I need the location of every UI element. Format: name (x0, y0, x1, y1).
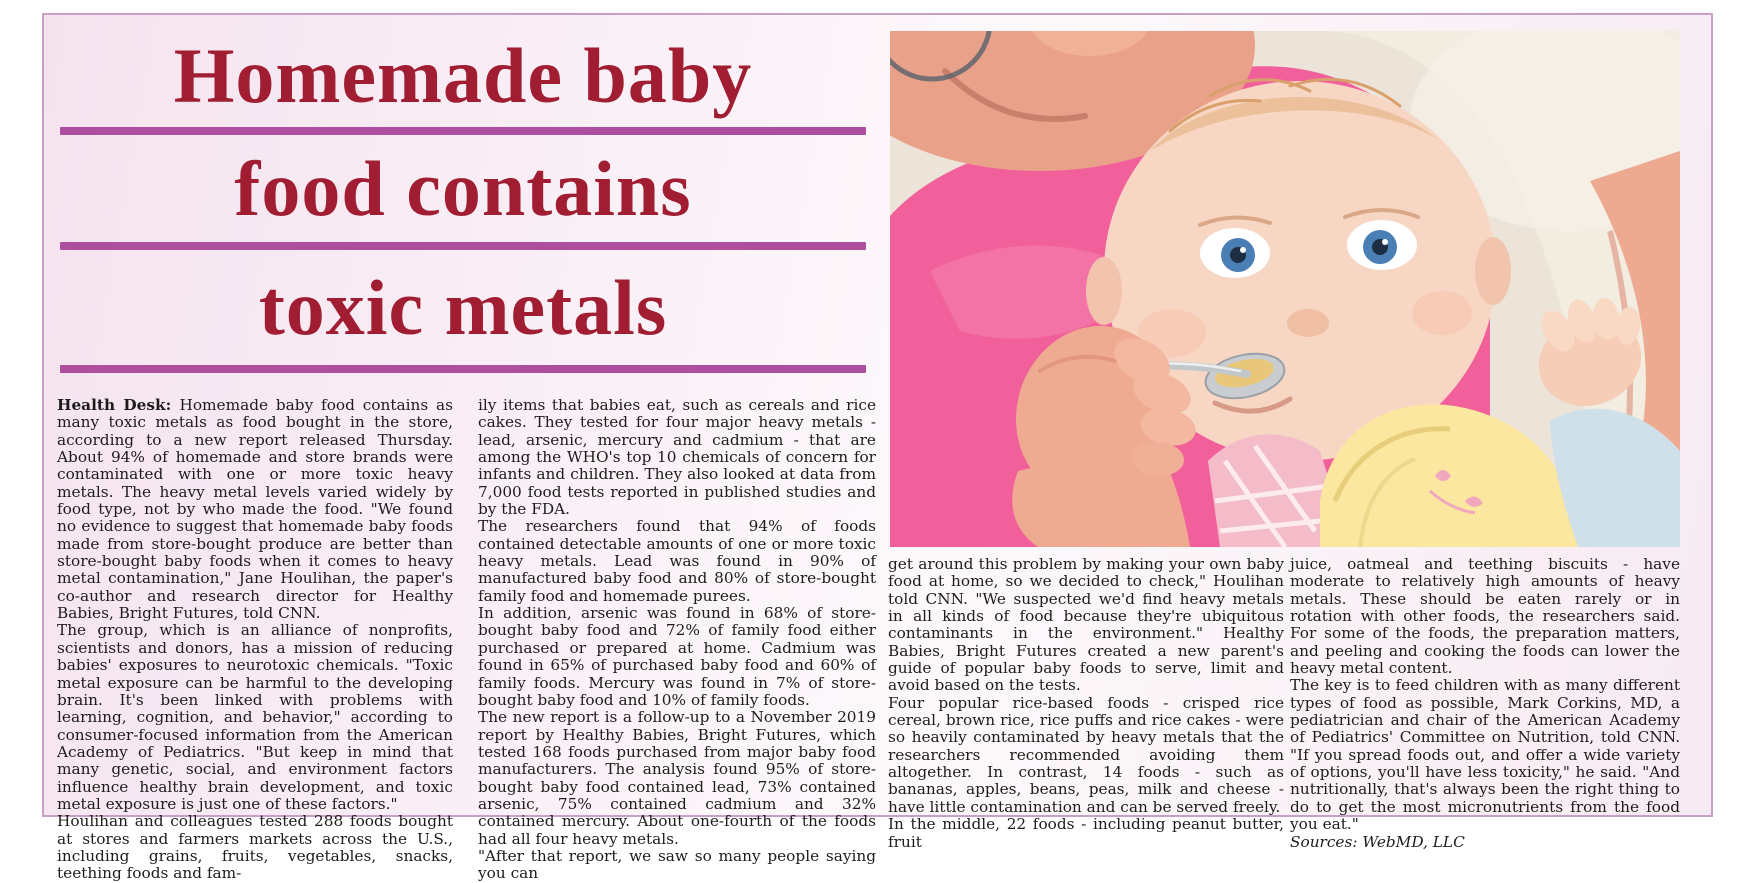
article-column-2 (478, 397, 876, 883)
headline-line-1: Homemade baby (173, 32, 753, 119)
article-paragraph: "After that report, we saw so many people saying you can (478, 846, 876, 883)
headline-line-2: food contains (234, 144, 692, 232)
article-paragraph: juice, oatmeal and teething biscuits - have moderate to relatively high amounts of heavy metals. These should be eaten rarely or in rotation with other foods, the researchers said. For some of the foods, the preparation matters, and peeling and cooking the foods can lower the heavy metal content. (1290, 555, 1680, 678)
article-paragraph: ily items that babies eat, such as cereals and rice cakes. They tested for four major heavy metals - lead, arsenic, mercury and cadmium - that are among the WHO's top 10 chemicals of concern for infants and children. They also looked at data from 7,000 food tests reported in published studies and by the FDA. (478, 396, 876, 519)
headline-rule-3 (60, 365, 866, 373)
article-paragraph: In addition, arsenic was found in 68% of store-bought baby food and 72% of family food either purchased or prepared at home. Cadmium was found in 65% of purchased baby food and 60% of family foods. Mercury was found in 7% of store-bought baby food and 10% of family foods. (478, 604, 876, 709)
headline-rule-2 (60, 242, 866, 250)
article-column-4 (1290, 556, 1680, 851)
article-column-1 (57, 397, 453, 883)
article-paragraph: get around this problem by making your own baby food at home, so we decided to check," Houlihan told CNN. "We suspected we'd find heavy metals in all kinds of food because they're ubiquitous contaminants in the environment." Healthy Babies, Bright Futures created a new parent's guide of popular baby foods to serve, limit and avoid based on the tests. (888, 555, 1284, 695)
headline-rule-1 (60, 127, 866, 135)
source-credit: Sources: WebMD, LLC (1290, 832, 1465, 851)
article-column-3 (888, 556, 1284, 851)
headline-line-3: toxic metals (258, 263, 668, 351)
article-paragraph: In the middle, 22 foods - including peanut butter, fruit (888, 815, 1284, 851)
baby-nose (1287, 309, 1329, 337)
article-paragraph: Health Desk: Homemade baby food contains as many toxic metals as food bought in the store, according to a new report released Thursday. About 94% of homemade and store brands were contaminated with one or more toxic heavy metals. The heavy metal levels varied widely by food type, not by who made the food. "We found no evidence to suggest that homemade baby foods made from store-bought produce are better than store-bought baby foods when it comes to heavy metal contamination," Jane Houlihan, the paper's co-author and research director for Healthy Babies, Bright Futures, told CNN. (57, 396, 453, 623)
newspaper-page (42, 13, 1713, 883)
article-paragraph: The new report is a follow-up to a November 2019 report by Healthy Babies, Bright Futures, which tested 168 foods purchased from major baby food manufacturers. The analysis found 95% of store-bought baby food contained lead, 73% contained arsenic, 75% contained cadmium and 32% contained mercury. About one-fourth of the foods had all four heavy metals. (478, 708, 876, 848)
article-paragraph: Houlihan and colleagues tested 288 foods bought at stores and farmers markets across the U.S., including grains, fruits, vegetables, snacks, teething foods and fam- (57, 812, 453, 883)
headline-block (60, 25, 866, 373)
article-paragraph: The group, which is an alliance of nonprofits, scientists and donors, has a mission of reducing babies' exposures to neurotoxic chemicals. "Toxic metal exposure can be harmful to the developing brain. It's been linked with problems with learning, cognition, and behavior," according to consumer-focused information from the American Academy of Pediatrics. "But keep in mind that many genetic, social, and environment factors influence healthy brain development, and toxic metal exposure is just one of these factors." (57, 621, 453, 813)
article-paragraph: Four popular rice-based foods - crisped rice cereal, brown rice, rice puffs and rice cakes - were so heavily contaminated by heavy metals that the researchers recommended avoiding them altogether. In contrast, 14 foods - such as bananas, apples, beans, peas, milk and cheese - have little contamination and can be served freely. (888, 693, 1284, 816)
section-label: Health Desk: (57, 396, 180, 414)
article-paragraph: The researchers found that 94% of foods contained detectable amounts of one or more toxic heavy metals. Lead was found in 90% of manufactured baby food and 80% of store-bought family food and homemade purees. (478, 517, 876, 605)
article-paragraph: The key is to feed children with as many different types of food as possible, Mark Corkins, MD, a pediatrician and chair of the American Academy of Pediatrics' Committee on Nutrition, told CNN. "If you spread foods out, and offer a wide variety of options, you'll have less toxicity," he said. "And nutritionally, that's always been the right thing to do to get the most micronutrients from the food you eat." (1290, 676, 1680, 834)
baby-feeding-photo (890, 31, 1680, 547)
